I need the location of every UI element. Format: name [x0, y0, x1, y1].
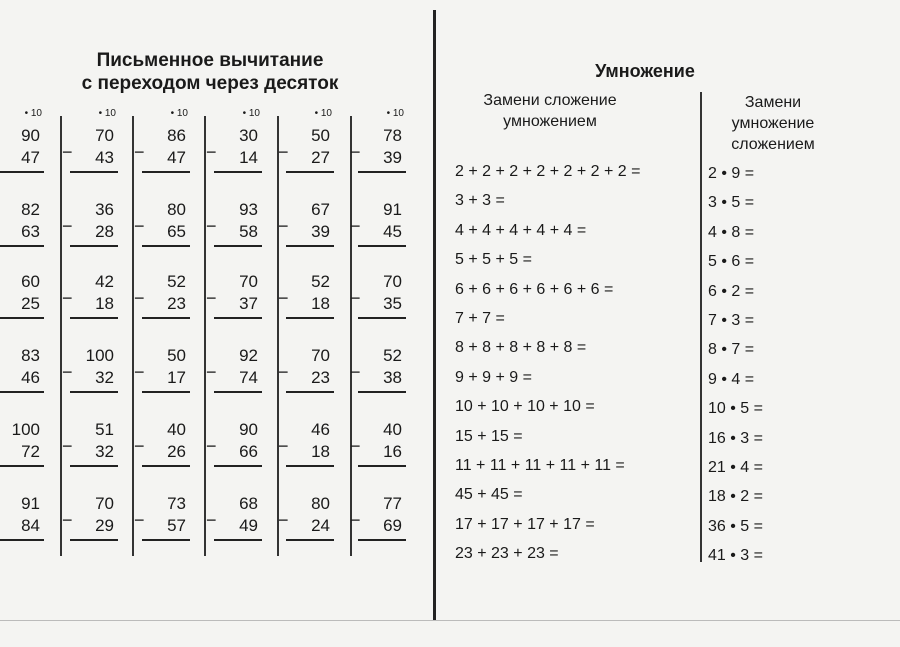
minuend: 52 — [311, 272, 330, 291]
replace-addition-heading: Замени сложение умножением — [483, 92, 617, 130]
minus-sign: − — [62, 510, 73, 530]
answer-line — [214, 245, 262, 247]
minuend: 77 — [383, 494, 402, 513]
addition-expression: 7 + 7 = — [455, 310, 505, 327]
subtrahend: 47 — [21, 148, 40, 167]
subtraction-problem — [350, 200, 406, 256]
addition-expression: 6 + 6 + 6 + 6 + 6 + 6 = — [455, 280, 614, 298]
subtrahend: 16 — [383, 442, 402, 461]
subtraction-column-divider — [60, 116, 62, 556]
subtrahend: 66 — [239, 442, 258, 461]
minuend: 93 — [239, 200, 258, 219]
minus-sign: − — [278, 142, 289, 162]
multiplication-column-divider — [700, 92, 702, 562]
minuend: 83 — [21, 346, 40, 365]
ten-borrow-mark: • 10 — [314, 108, 332, 119]
subtraction-title — [50, 49, 370, 95]
minus-sign: − — [350, 510, 361, 530]
multiplication-expression: 41 • 3 = — [708, 547, 763, 565]
minuend: 82 — [21, 200, 40, 219]
multiplication-expression: 21 • 4 = — [708, 459, 763, 476]
minuend: 40 — [167, 420, 186, 439]
minus-sign: − — [278, 288, 289, 308]
subtrahend: 58 — [239, 222, 258, 241]
subtraction-column-divider — [350, 116, 352, 556]
subtrahend: 57 — [167, 516, 186, 535]
addition-expression: 8 + 8 + 8 + 8 + 8 = — [455, 339, 587, 357]
subtrahend: 35 — [383, 294, 402, 313]
subtrahend: 17 — [167, 368, 186, 387]
answer-line — [142, 245, 190, 247]
answer-line — [358, 171, 406, 173]
subtraction-problem — [206, 272, 262, 328]
answer-line — [0, 245, 44, 247]
answer-line — [286, 245, 334, 247]
minus-sign: − — [350, 142, 361, 162]
answer-line — [70, 539, 118, 541]
minuend: 42 — [95, 272, 114, 291]
subtraction-problem — [278, 200, 334, 256]
subtrahend: 72 — [21, 442, 40, 461]
addition-expression: 23 + 23 + 23 = — [455, 545, 559, 563]
subtrahend: 23 — [167, 294, 186, 313]
minus-sign: − — [278, 436, 289, 456]
subtraction-problem — [134, 108, 190, 182]
minuend: 67 — [311, 200, 330, 219]
multiplication-expression: 5 • 6 = — [708, 253, 755, 271]
answer-line — [142, 391, 190, 393]
answer-line — [214, 391, 262, 393]
minus-sign: − — [350, 288, 361, 308]
answer-line — [0, 171, 44, 173]
multiplication-expression: 4 • 8 = — [708, 223, 755, 241]
subtraction-column-divider — [132, 116, 134, 556]
minuend: 80 — [311, 494, 330, 513]
subtrahend: 14 — [239, 148, 258, 167]
subtraction-column-divider — [277, 116, 279, 556]
answer-line — [0, 317, 44, 319]
subtrahend: 28 — [95, 222, 114, 241]
answer-line — [286, 317, 334, 319]
subtraction-problem — [278, 494, 334, 550]
answer-line — [286, 539, 334, 541]
answer-line — [142, 171, 190, 173]
answer-line — [358, 539, 406, 541]
ten-borrow-mark: • 10 — [386, 108, 404, 119]
answer-line — [0, 391, 44, 393]
answer-line — [286, 465, 334, 467]
subtraction-problem — [62, 346, 118, 402]
multiplication-expression: 3 • 5 = — [708, 194, 755, 212]
minuend: 68 — [239, 494, 258, 513]
minuend: 36 — [95, 200, 114, 219]
subtraction-problem — [0, 200, 44, 256]
multiplication-expression: 9 • 4 = — [708, 370, 755, 388]
minus-sign: − — [278, 216, 289, 236]
subtrahend: 25 — [21, 294, 40, 313]
ten-borrow-mark: • 10 — [24, 108, 42, 119]
replace-multiplication-heading: Замени умножение сложением — [731, 94, 815, 153]
minuend: 52 — [167, 272, 186, 291]
minuend: 100 — [11, 420, 40, 439]
answer-line — [358, 391, 406, 393]
answer-line — [0, 539, 44, 541]
minus-sign: − — [350, 436, 361, 456]
subtrahend: 49 — [239, 516, 258, 535]
answer-line — [70, 245, 118, 247]
addition-expression: 10 + 10 + 10 + 10 = — [455, 398, 595, 416]
subtrahend: 24 — [311, 516, 330, 535]
ten-borrow-mark: • 10 — [98, 108, 116, 119]
subtrahend: 18 — [311, 294, 330, 313]
subtraction-problem — [206, 420, 262, 476]
subtraction-problem — [278, 346, 334, 402]
addition-expression: 5 + 5 + 5 = — [455, 251, 532, 269]
subtraction-problem — [0, 272, 44, 328]
minus-sign: − — [134, 510, 145, 530]
ten-borrow-mark: • 10 — [170, 108, 188, 119]
answer-line — [142, 465, 190, 467]
multiplication-expression: 18 • 2 = — [708, 488, 763, 506]
subtraction-problem — [134, 494, 190, 550]
subtrahend: 18 — [95, 294, 114, 313]
subtraction-problem — [350, 108, 406, 182]
minus-sign: − — [62, 216, 73, 236]
answer-line — [70, 171, 118, 173]
subtraction-problem — [134, 420, 190, 476]
subtraction-problem — [206, 494, 262, 550]
answer-line — [70, 465, 118, 467]
multiplication-expression: 2 • 9 = — [708, 165, 755, 182]
minus-sign: − — [134, 362, 145, 382]
subtrahend: 43 — [95, 148, 114, 167]
minus-sign: − — [206, 288, 217, 308]
minus-sign: − — [206, 362, 217, 382]
multiplication-expression: 16 • 3 = — [708, 429, 763, 447]
answer-line — [142, 317, 190, 319]
subtraction-problem — [0, 420, 44, 476]
subtraction-problem — [350, 494, 406, 550]
answer-line — [358, 245, 406, 247]
minus-sign: − — [278, 362, 289, 382]
answer-line — [70, 391, 118, 393]
minuend: 80 — [167, 200, 186, 219]
minuend: 40 — [383, 420, 402, 439]
addition-expression: 11 + 11 + 11 + 11 + 11 = — [455, 457, 625, 474]
page-divider — [433, 10, 436, 620]
subtraction-problem — [278, 108, 334, 182]
addition-expression: 15 + 15 = — [455, 427, 523, 445]
minuend: 100 — [85, 346, 114, 365]
answer-line — [214, 465, 262, 467]
addition-expression: 9 + 9 + 9 = — [455, 368, 532, 386]
answer-line — [0, 465, 44, 467]
minus-sign: − — [206, 216, 217, 236]
minus-sign: − — [62, 436, 73, 456]
subtrahend: 38 — [383, 368, 402, 387]
subtraction-title-line1: Письменное вычитание — [96, 50, 324, 71]
subtrahend: 32 — [95, 368, 114, 387]
subtraction-problem — [350, 272, 406, 328]
subtrahend: 84 — [21, 516, 40, 535]
minuend: 70 — [95, 494, 114, 513]
subtraction-problem — [134, 200, 190, 256]
multiplication-expression: 8 • 7 = — [708, 341, 755, 359]
multiplication-title: Умножение — [595, 61, 695, 81]
minuend: 92 — [239, 346, 258, 365]
minuend: 30 — [239, 126, 258, 145]
multiplication-expression: 36 • 5 = — [708, 517, 763, 535]
subtrahend: 23 — [311, 368, 330, 387]
bottom-edge-line — [0, 620, 900, 621]
subtrahend: 47 — [167, 148, 186, 167]
answer-line — [358, 317, 406, 319]
minus-sign: − — [134, 436, 145, 456]
multiplication-expression: 7 • 3 = — [708, 312, 755, 329]
minuend: 91 — [383, 200, 402, 219]
subtraction-title-line2: с переходом через десяток — [81, 73, 339, 94]
minus-sign: − — [350, 216, 361, 236]
answer-line — [142, 539, 190, 541]
minuend: 52 — [383, 346, 402, 365]
multiplication-expression: 10 • 5 = — [708, 400, 763, 418]
subtraction-problem — [206, 108, 262, 182]
addition-expression: 2 + 2 + 2 + 2 + 2 + 2 + 2 = — [455, 163, 641, 180]
subtraction-column-divider — [204, 116, 206, 556]
subtraction-problem — [206, 346, 262, 402]
minus-sign: − — [134, 216, 145, 236]
minuend: 90 — [239, 420, 258, 439]
minus-sign: − — [206, 436, 217, 456]
subtraction-problem — [278, 272, 334, 328]
minuend: 86 — [167, 126, 186, 145]
subtrahend: 27 — [311, 148, 330, 167]
subtraction-problem — [134, 272, 190, 328]
answer-line — [214, 539, 262, 541]
subtraction-problem — [0, 108, 44, 182]
subtrahend: 65 — [167, 222, 186, 241]
minuend: 73 — [167, 494, 186, 513]
addition-expression: 3 + 3 = — [455, 192, 505, 210]
minuend: 70 — [95, 126, 114, 145]
answer-line — [286, 391, 334, 393]
subtraction-problem — [350, 346, 406, 402]
subtraction-problem — [278, 420, 334, 476]
minus-sign: − — [350, 362, 361, 382]
subtrahend: 32 — [95, 442, 114, 461]
minuend: 78 — [383, 126, 402, 145]
subtrahend: 63 — [21, 222, 40, 241]
minus-sign: − — [278, 510, 289, 530]
subtraction-problem — [62, 420, 118, 476]
minus-sign: − — [206, 510, 217, 530]
minus-sign: − — [134, 142, 145, 162]
subtrahend: 46 — [21, 368, 40, 387]
addition-expression: 4 + 4 + 4 + 4 + 4 = — [455, 221, 587, 239]
minuend: 91 — [21, 494, 40, 513]
subtrahend: 39 — [311, 222, 330, 241]
answer-line — [214, 171, 262, 173]
subtraction-problem — [62, 494, 118, 550]
minuend: 70 — [311, 346, 330, 365]
minuend: 50 — [167, 346, 186, 365]
minuend: 90 — [21, 126, 40, 145]
minus-sign: − — [62, 142, 73, 162]
answer-line — [214, 317, 262, 319]
subtrahend: 39 — [383, 148, 402, 167]
minuend: 51 — [95, 420, 114, 439]
minus-sign: − — [62, 362, 73, 382]
answer-line — [286, 171, 334, 173]
subtrahend: 37 — [239, 294, 258, 313]
minuend: 46 — [311, 420, 330, 439]
minuend: 50 — [311, 126, 330, 145]
subtrahend: 45 — [383, 222, 402, 241]
answer-line — [358, 465, 406, 467]
minuend: 70 — [239, 272, 258, 291]
minuend: 70 — [383, 272, 402, 291]
subtraction-problem — [62, 108, 118, 182]
ten-borrow-mark: • 10 — [242, 108, 260, 119]
addition-expression: 45 + 45 = — [455, 486, 523, 504]
subtraction-problem — [206, 200, 262, 256]
subtraction-problem — [0, 346, 44, 402]
subtraction-problem — [62, 200, 118, 256]
minuend: 60 — [21, 272, 40, 291]
subtrahend: 26 — [167, 442, 186, 461]
subtraction-problem — [134, 346, 190, 402]
minus-sign: − — [206, 142, 217, 162]
subtrahend: 74 — [239, 368, 258, 387]
subtrahend: 69 — [383, 516, 402, 535]
answer-line — [70, 317, 118, 319]
multiplication-expression: 6 • 2 = — [708, 282, 755, 300]
subtraction-problem — [350, 420, 406, 476]
minus-sign: − — [62, 288, 73, 308]
subtraction-problem — [62, 272, 118, 328]
subtraction-problem — [0, 494, 44, 550]
minus-sign: − — [134, 288, 145, 308]
addition-expression: 17 + 17 + 17 + 17 = — [455, 515, 595, 533]
subtrahend: 29 — [95, 516, 114, 535]
subtrahend: 18 — [311, 442, 330, 461]
